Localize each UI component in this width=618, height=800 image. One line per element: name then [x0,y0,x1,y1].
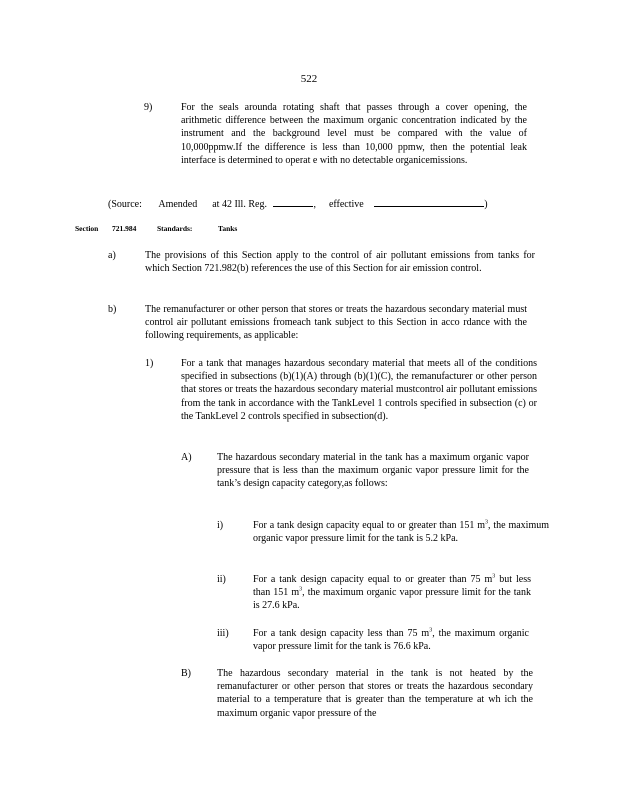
item-9-label: 9) [144,102,153,113]
subsection-b-label: b) [108,304,117,315]
item-A-label: A) [181,452,192,463]
item-ii-text-middle: but less than 151 m [253,574,532,599]
source-amended: Amended [158,199,198,210]
source-reg: at 42 Ill. Reg. [212,199,267,210]
item-A-text: The hazardous secondary material in the tank has a maximum organic vapor pressure that is less than the maximum organic vapor pressure limit for the tank’s design capacity category,as follows: [217,452,529,490]
source-open: (Source: [108,199,142,210]
section-standards: Standards: [157,224,193,233]
item-ii-text-start: For a tank design capacity equal to or greater than 75 m [253,574,493,585]
section-title: Tanks [218,224,238,233]
item-i-text [253,519,549,545]
source-close: ) [484,199,488,210]
source-effective: effective [328,199,364,210]
section-number: 721.984 [112,224,137,233]
item-i-label: i) [217,520,224,531]
section-word: Section [75,224,99,233]
effective-date-blank [374,197,484,207]
item-B-label: B) [181,668,191,679]
item-ii-text [253,573,531,613]
page-number: 522 [300,73,318,85]
item-b1-text: For a tank that manages hazardous secondary material that meets all of the conditions specified in subsections (b)(1)(A) through (b)(1)(C), the remanufacturer or other person that stores or treats the hazardous secondary material mustcontrol air pollutant emissions from the tank in accordance with the TankLevel 1 controls specified in subsection (c) or the TankLevel 2 controls specified in subsection(d). [181,358,537,422]
item-ii-label: ii) [217,574,226,585]
item-B-text: The hazardous secondary material in the tank is not heated by the remanufacturer or other person that stores or treats the hazardous secondary material to a temperature that is greater than the temperature at wh ich the maximum organic vapor pressure of the [217,668,533,719]
reg-page-blank [273,197,313,207]
subsection-b-text: The remanufacturer or other person that stores or treats the hazardous secondary material must control air pollutant emissions fromeach tank subject to this Section in acco rdance with the following requirements, as applicable: [145,304,527,342]
source-comma: , [313,199,316,210]
item-iii-label: iii) [217,628,229,639]
item-9-text: For the seals arounda rotating shaft that passes through a cover opening, the arithmetic difference between the maximum organic concentration indicated by the instrument and the background level must be compared with the value of 10,000ppmw.If the difference is less than 10,000 ppmw, then the potential leak interface is determined to operat e with no detectable organicemissions. [181,102,527,166]
item-b1-label: 1) [145,358,154,369]
subsection-a-text: The provisions of this Section apply to the control of air pollutant emissions from tanks for which Section 721.982(b) references the use of this Section for air emission control. [145,250,535,275]
subsection-a-label: a) [108,250,116,261]
source-note [108,197,488,211]
item-iii-text-start: For a tank design capacity less than 75 m [253,628,430,639]
item-iii-text-end: , the maximum organic vapor pressure limit for the tank is 76.6 kPa. [253,628,529,653]
item-iii-superscript: 3 [429,627,433,634]
item-ii-superscript-2: 3 [299,586,303,593]
item-i-text-start: For a tank design capacity equal to or greater than 151 m [253,520,485,531]
item-i-superscript: 3 [485,519,488,526]
item-ii-text-end: , the maximum organic vapor pressure limit for the tank is 27.6 kPa. [253,587,531,612]
item-iii-text [253,627,529,653]
item-i-text-end: , the maximum organic vapor pressure limit for the tank is 5.2 kPa. [253,520,549,545]
item-ii-superscript: 3 [492,573,496,580]
